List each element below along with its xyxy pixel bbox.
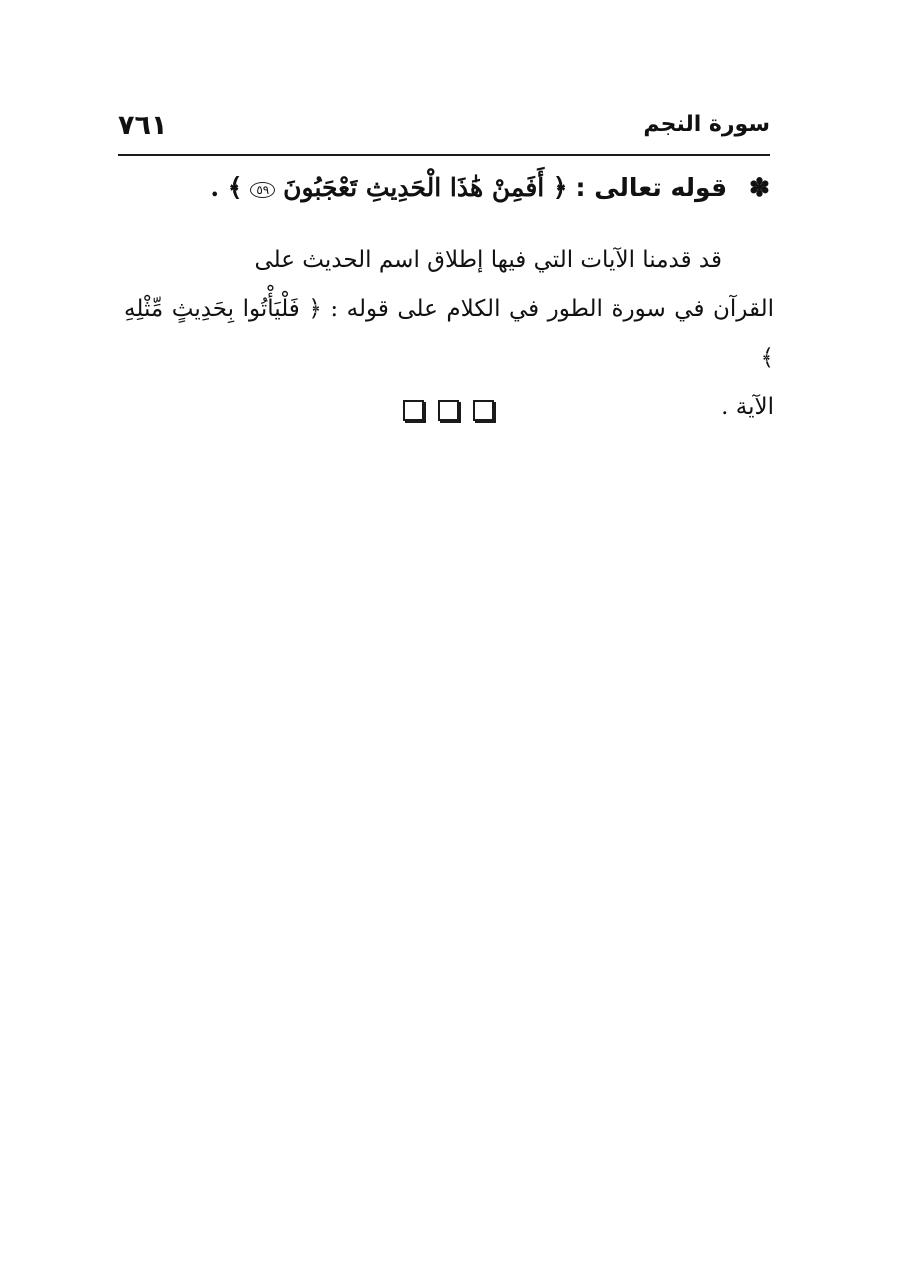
- section-separator: [403, 400, 494, 421]
- square-ornament-icon: [403, 400, 424, 421]
- verse-heading: [210, 173, 770, 202]
- ayah-number: ٥٩: [250, 182, 275, 198]
- square-ornament-icon: [438, 400, 459, 421]
- heading-lead: قوله تعالى :: [575, 173, 728, 202]
- paragraph-line: قد قدمنا الآيات التي فيها إطلاق اسم الحديث على: [254, 247, 722, 273]
- paragraph-line: الآية .: [721, 394, 774, 420]
- surah-title: سورة النجم: [643, 112, 770, 137]
- page-number: ٧٦١: [118, 110, 168, 141]
- page-header: [118, 108, 770, 156]
- square-ornament-icon: [473, 400, 494, 421]
- quran-verse: ﴿ أَفَمِنْ هَٰذَا الْحَدِيثِ تَعْجَبُونَ: [283, 173, 568, 202]
- verse-close: ﴾ .: [210, 173, 243, 202]
- paragraph-line: القرآن في سورة الطور في الكلام على قوله : ﴿ فَلْيَأْتُوا بِحَدِيثٍ مِّثْلِهِ ﴾: [124, 296, 774, 371]
- star-icon: ✽: [749, 173, 770, 202]
